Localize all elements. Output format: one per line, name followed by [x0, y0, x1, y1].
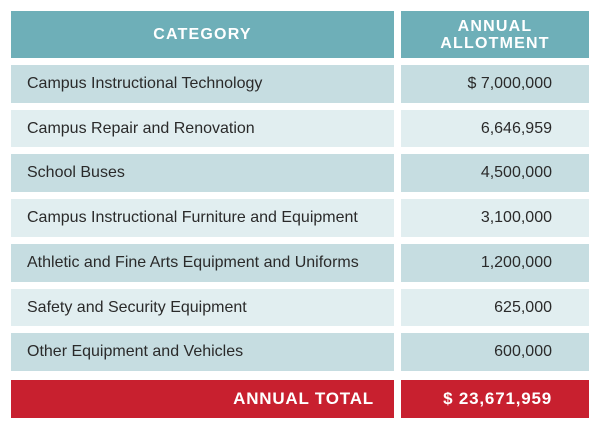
total-label: ANNUAL TOTAL — [233, 389, 374, 408]
amount-text: 1,200,000 — [480, 254, 552, 271]
total-amount: $ 23,671,959 — [443, 389, 552, 408]
table-header — [11, 11, 589, 58]
category-text: Athletic and Fine Arts Equipment and Uniforms — [27, 254, 359, 271]
total-amount-cell — [401, 380, 589, 418]
amount-text: 4,500,000 — [480, 164, 552, 181]
amount-cell — [401, 199, 589, 237]
header-allotment-line1: ANNUAL — [457, 17, 533, 35]
category-text: Campus Repair and Renovation — [27, 119, 255, 137]
category-cell — [11, 110, 394, 147]
table-row — [11, 110, 589, 147]
category-text: Other Equipment and Vehicles — [27, 343, 244, 360]
category-text: Campus Instructional Technology — [27, 75, 263, 92]
category-cell — [11, 199, 394, 237]
category-text: Campus Instructional Furniture and Equipment — [27, 209, 358, 226]
table-row — [11, 333, 589, 371]
allotment-table — [11, 11, 589, 418]
amount-text: 600,000 — [494, 343, 552, 360]
total-label-cell — [11, 380, 394, 418]
amount-cell — [401, 333, 589, 371]
amount-text: $ 7,000,000 — [467, 75, 552, 92]
amount-cell — [401, 65, 589, 103]
category-text: School Buses — [27, 164, 125, 181]
amount-text: 3,100,000 — [480, 209, 552, 226]
amount-cell — [401, 244, 589, 282]
amount-cell — [401, 289, 589, 326]
amount-cell — [401, 154, 589, 192]
header-allotment-line2: ALLOTMENT — [440, 34, 550, 52]
category-cell — [11, 65, 394, 103]
header-category-label: CATEGORY — [153, 25, 252, 43]
amount-text: 6,646,959 — [480, 119, 552, 137]
table-row — [11, 154, 589, 192]
category-cell — [11, 154, 394, 192]
table-row — [11, 289, 589, 326]
header-allotment-text — [440, 18, 549, 52]
header-category — [11, 11, 394, 58]
header-annual-allotment — [401, 11, 589, 58]
total-row — [11, 380, 589, 418]
amount-text: 625,000 — [494, 298, 552, 316]
category-text: Safety and Security Equipment — [27, 298, 247, 316]
amount-cell — [401, 110, 589, 147]
category-cell — [11, 333, 394, 371]
table-row — [11, 244, 589, 282]
table-row — [11, 65, 589, 103]
category-cell — [11, 289, 394, 326]
category-cell — [11, 244, 394, 282]
table-row — [11, 199, 589, 237]
